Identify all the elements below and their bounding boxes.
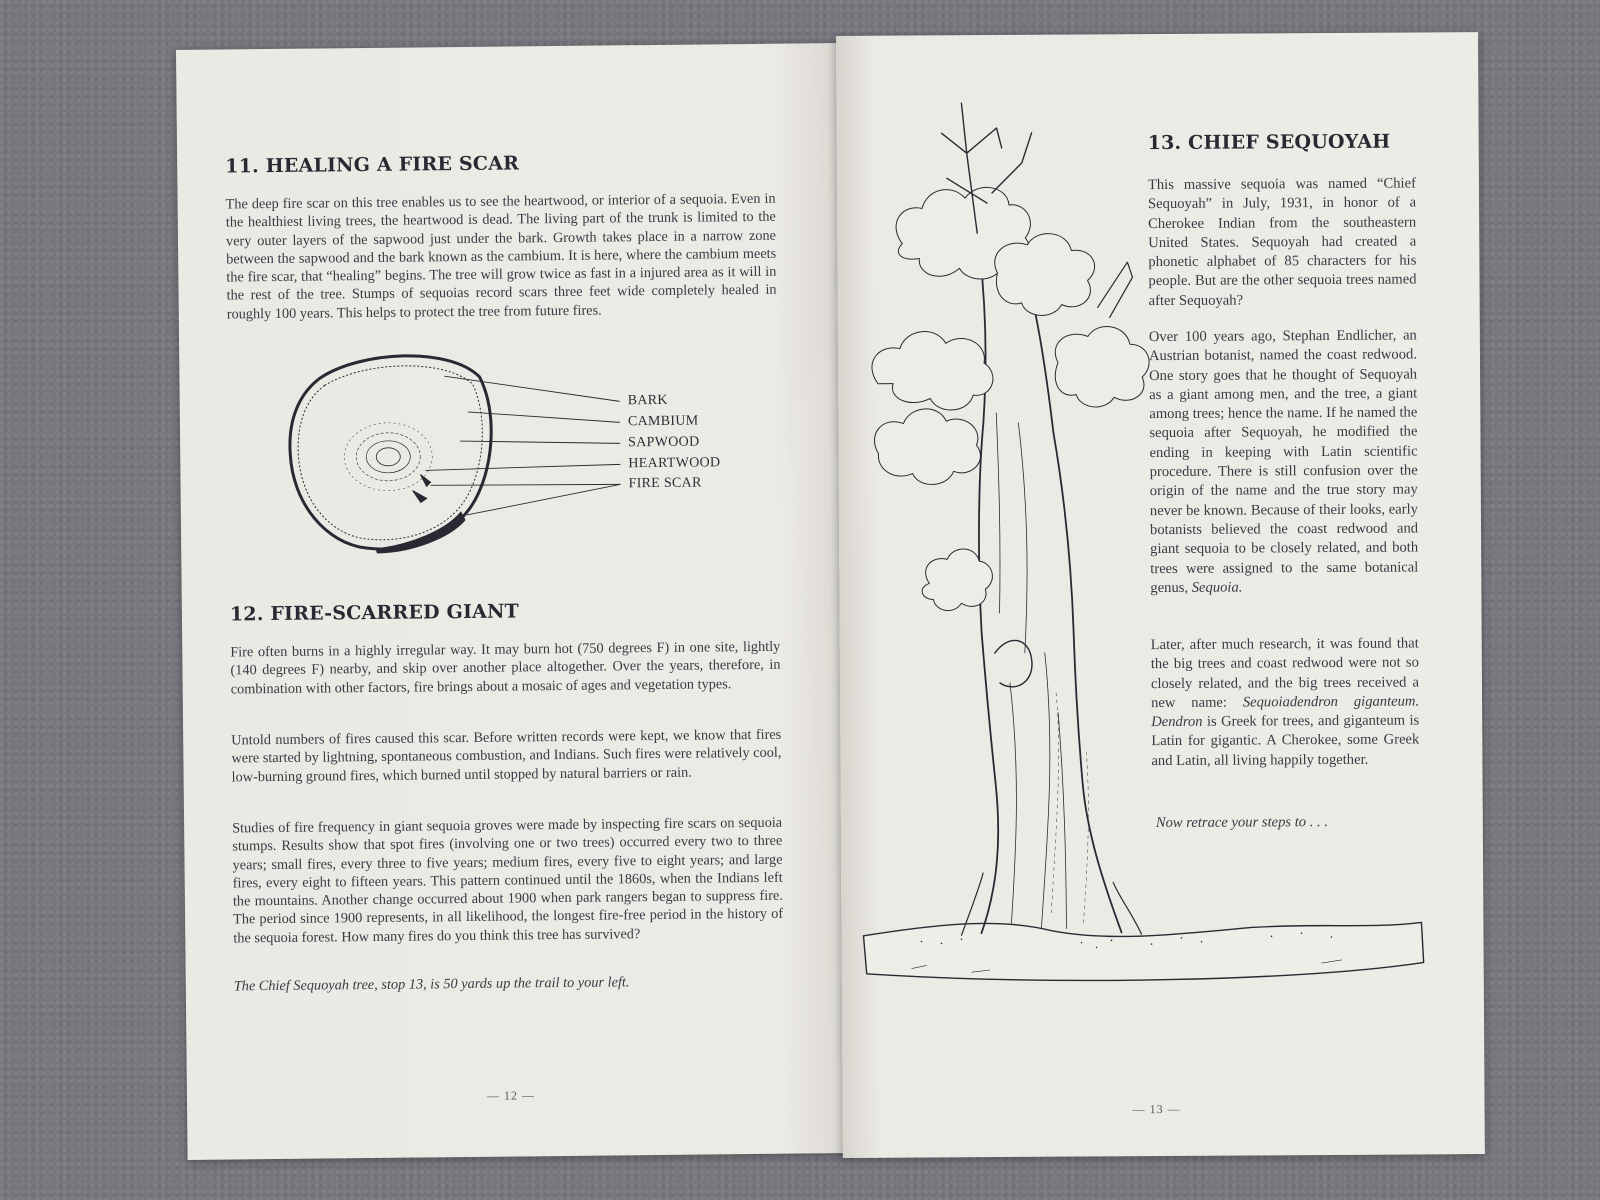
heading-fire-scarred-giant: 12. FIRE-SCARRED GIANT: [229, 600, 520, 626]
species-sequoiadendron: Sequoiadendron giganteum.: [1242, 693, 1420, 711]
page-number-12: — 12 —: [486, 1088, 536, 1103]
genus-sequoia: Sequoia.: [1191, 579, 1243, 596]
paragraph-later-research-a: Later, after much research, it was found that the big trees and coast redwood were not so closely related, and the big trees received a new name:: [1150, 635, 1420, 711]
paragraph-endlicher: [1149, 326, 1419, 598]
label-heartwood: HEARTWOOD: [628, 455, 721, 472]
paragraph-fire-irregular: Fire often burns in a highly irregular way. It may burn hot (750 degrees F) in one site, lightly (140 degrees F) nearby, and skip over another place altogether. Over the years, therefore, in combination with other factors, fire brings about a mosaic of ages and vegetation types.: [230, 638, 781, 698]
label-sapwood: SAPWOOD: [628, 434, 700, 451]
label-cambium: CAMBIUM: [627, 413, 699, 430]
note-retrace-steps: Now retrace your steps to . . .: [1155, 814, 1329, 832]
heading-healing-fire-scar: 11. HEALING A FIRE SCAR: [225, 152, 520, 178]
right-page: [836, 32, 1485, 1158]
paragraph-untold-fires: Untold numbers of fires caused this scar. Before written records were kept, we know that fires were started by lightning, spontaneous combustion, and Indians. Such fires were relatively cool, low-burning ground fires, which burned until stopped by natural barriers or rain.: [231, 726, 782, 786]
paragraph-later-research-b: is Greek for trees, and giganteum is Latin for gigantic. A Cherokee, some Greek and Latin, all living happily together.: [1151, 712, 1420, 769]
paragraph-fire-frequency: Studies of fire frequency in giant sequoia groves were made by inspecting fire scars on sequoia stumps. Results show that spot fires (involving one or two trees) occurred every two to three years; small fires, every three to five years; medium fires, every five to eight years; and large fires, every eight to fifteen years. This pattern continued until the 1860s, when the Indians left the mountains. Another change occurred about 1900 when park rangers began to suppress fire. The period since 1900 represents, in all likelihood, the longest fire-free period in the history of the sequoia forest. How many fires do you think this tree has survived?: [232, 814, 784, 947]
note-next-stop: The Chief Sequoyah tree, stop 13, is 50 yards up the trail to your left.: [233, 974, 630, 995]
paragraph-later-research: [1151, 634, 1420, 771]
heading-chief-sequoyah: 13. CHIEF SEQUOYAH: [1147, 130, 1391, 155]
paragraph-endlicher-text: Over 100 years ago, Stephan Endlicher, an Austrian botanist, named the coast redwood. One story goes that he thought of Sequoyah as a giant among men, and the tree, a giant among trees; hence the name. If he named the sequoia after Sequoyah, he modified the ending in keeping with Latin scientific procedure. There is still confusion over the origin of the name and the true story may never be known. Because of their looks, early botanists believed the coast redwood and giant sequoia to be closely related, and both trees were assigned to the same botanical genus,: [1148, 327, 1419, 596]
label-fire-scar: FIRE SCAR: [628, 475, 702, 492]
word-dendron: Dendron: [1151, 713, 1203, 731]
page-number-13: — 13 —: [1132, 1101, 1181, 1117]
paragraph-healing-fire-scar: The deep fire scar on this tree enables us to see the heartwood, or interior of a sequoia. Even in the healthiest living trees, the heartwood is dead. The living part of the trunk is limited to the very outer layers of the sapwood just under the bark. Growth takes place in a narrow zone between the sapwood and the bark known as the cambium. It is here, where the cambium meets the fire scar, that “healing” begins. The tree will grow twice as fast in a injured area as it will in the rest of the tree. Stumps of sequoias record scars three feet wide completely healed in roughly 100 years. This helps to protect the tree from future fires.: [225, 190, 777, 323]
left-page: [176, 43, 852, 1160]
paragraph-named-chief-sequoyah: This massive sequoia was named “Chief Sequoyah” in July, 1931, in honor of a Cherokee Indian from the southeastern United States. Sequoyah had created a phonetic alphabet of 85 characters for his people. But are the other sequoia trees named after Sequoyah?: [1147, 175, 1417, 309]
label-bark: BARK: [627, 392, 668, 409]
